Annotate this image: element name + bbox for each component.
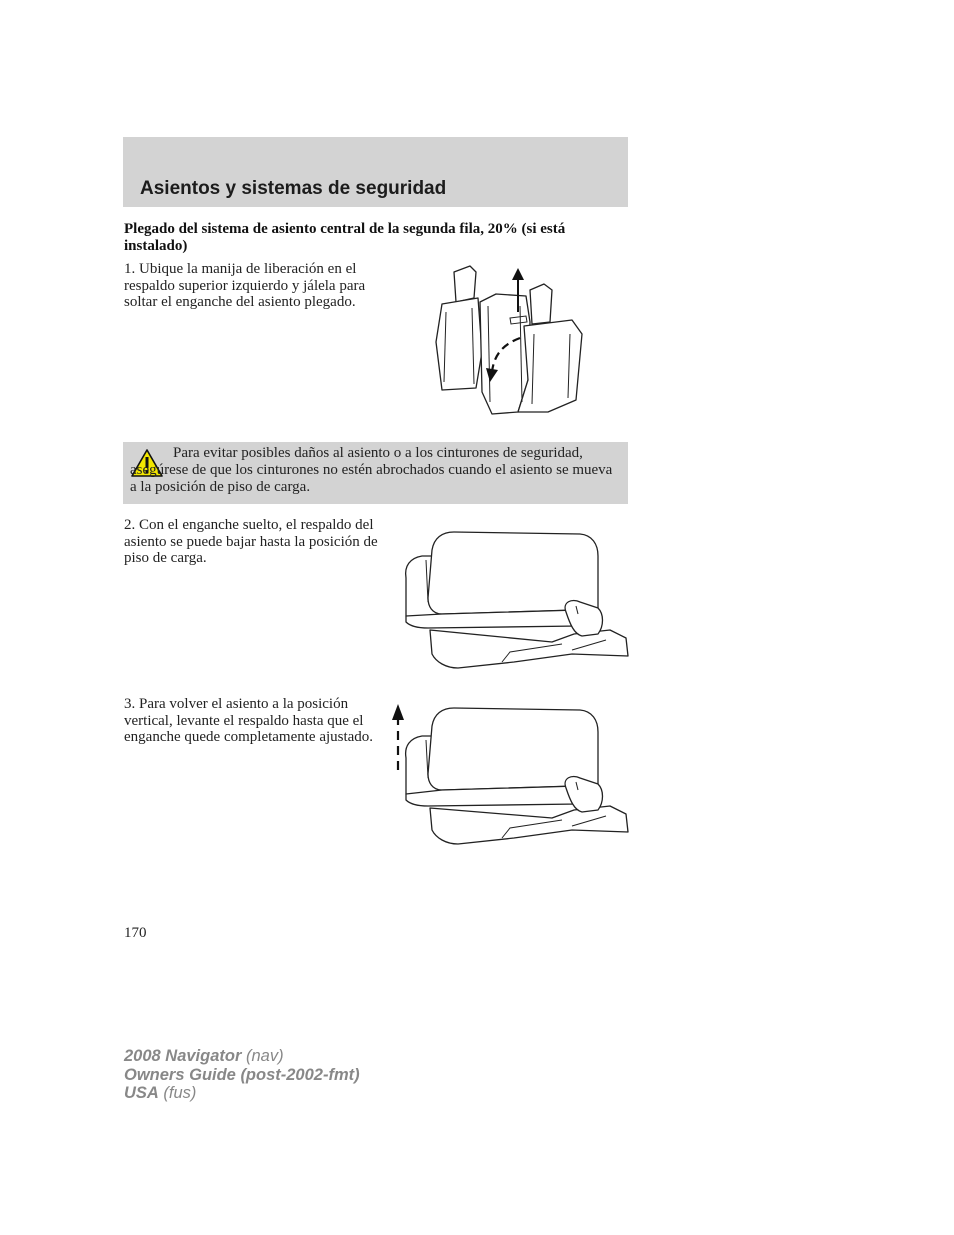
footer-line-1 — [124, 1047, 360, 1066]
footer-model: 2008 Navigator — [124, 1047, 242, 1065]
step-1-text: 1. Ubique la manija de liberación en el respaldo superior izquierdo y jálela para soltar el enganche del asiento plegado. — [124, 261, 366, 310]
section-header-band — [123, 137, 628, 207]
footer-region-code: (fus) — [158, 1084, 197, 1102]
section-title: Asientos y sistemas de seguridad — [140, 178, 447, 199]
seat-folded-illustration — [402, 530, 630, 670]
step-2-text: 2. Con el enganche suelto, el respaldo del asiento se puede bajar hasta la posición de piso de carga. — [124, 517, 378, 566]
seat-release-illustration — [432, 262, 584, 424]
footer-region: USA — [124, 1084, 159, 1102]
seat-upright-illustration — [390, 700, 630, 850]
subheading: Plegado del sistema de asiento central de la segunda fila, 20% (si está instalado) — [124, 221, 566, 254]
footer-line-3 — [124, 1084, 360, 1103]
footer — [124, 1047, 360, 1103]
warning-text: Para evitar posibles daños al asiento o a los cinturones de seguridad, asegúrese de que los cinturones no estén abrochados cuando el asiento se mueva a la posición de piso de carga. — [130, 445, 613, 495]
warning-box — [123, 442, 628, 504]
footer-line-2 — [124, 1066, 360, 1085]
page-number: 170 — [124, 925, 147, 941]
footer-model-code: (nav) — [241, 1047, 284, 1065]
footer-guide: Owners Guide (post-2002-fmt) — [124, 1065, 360, 1084]
step-3-text: 3. Para volver el asiento a la posición vertical, levante el respaldo hasta que el enganche quede completamente ajustado. — [124, 696, 374, 745]
